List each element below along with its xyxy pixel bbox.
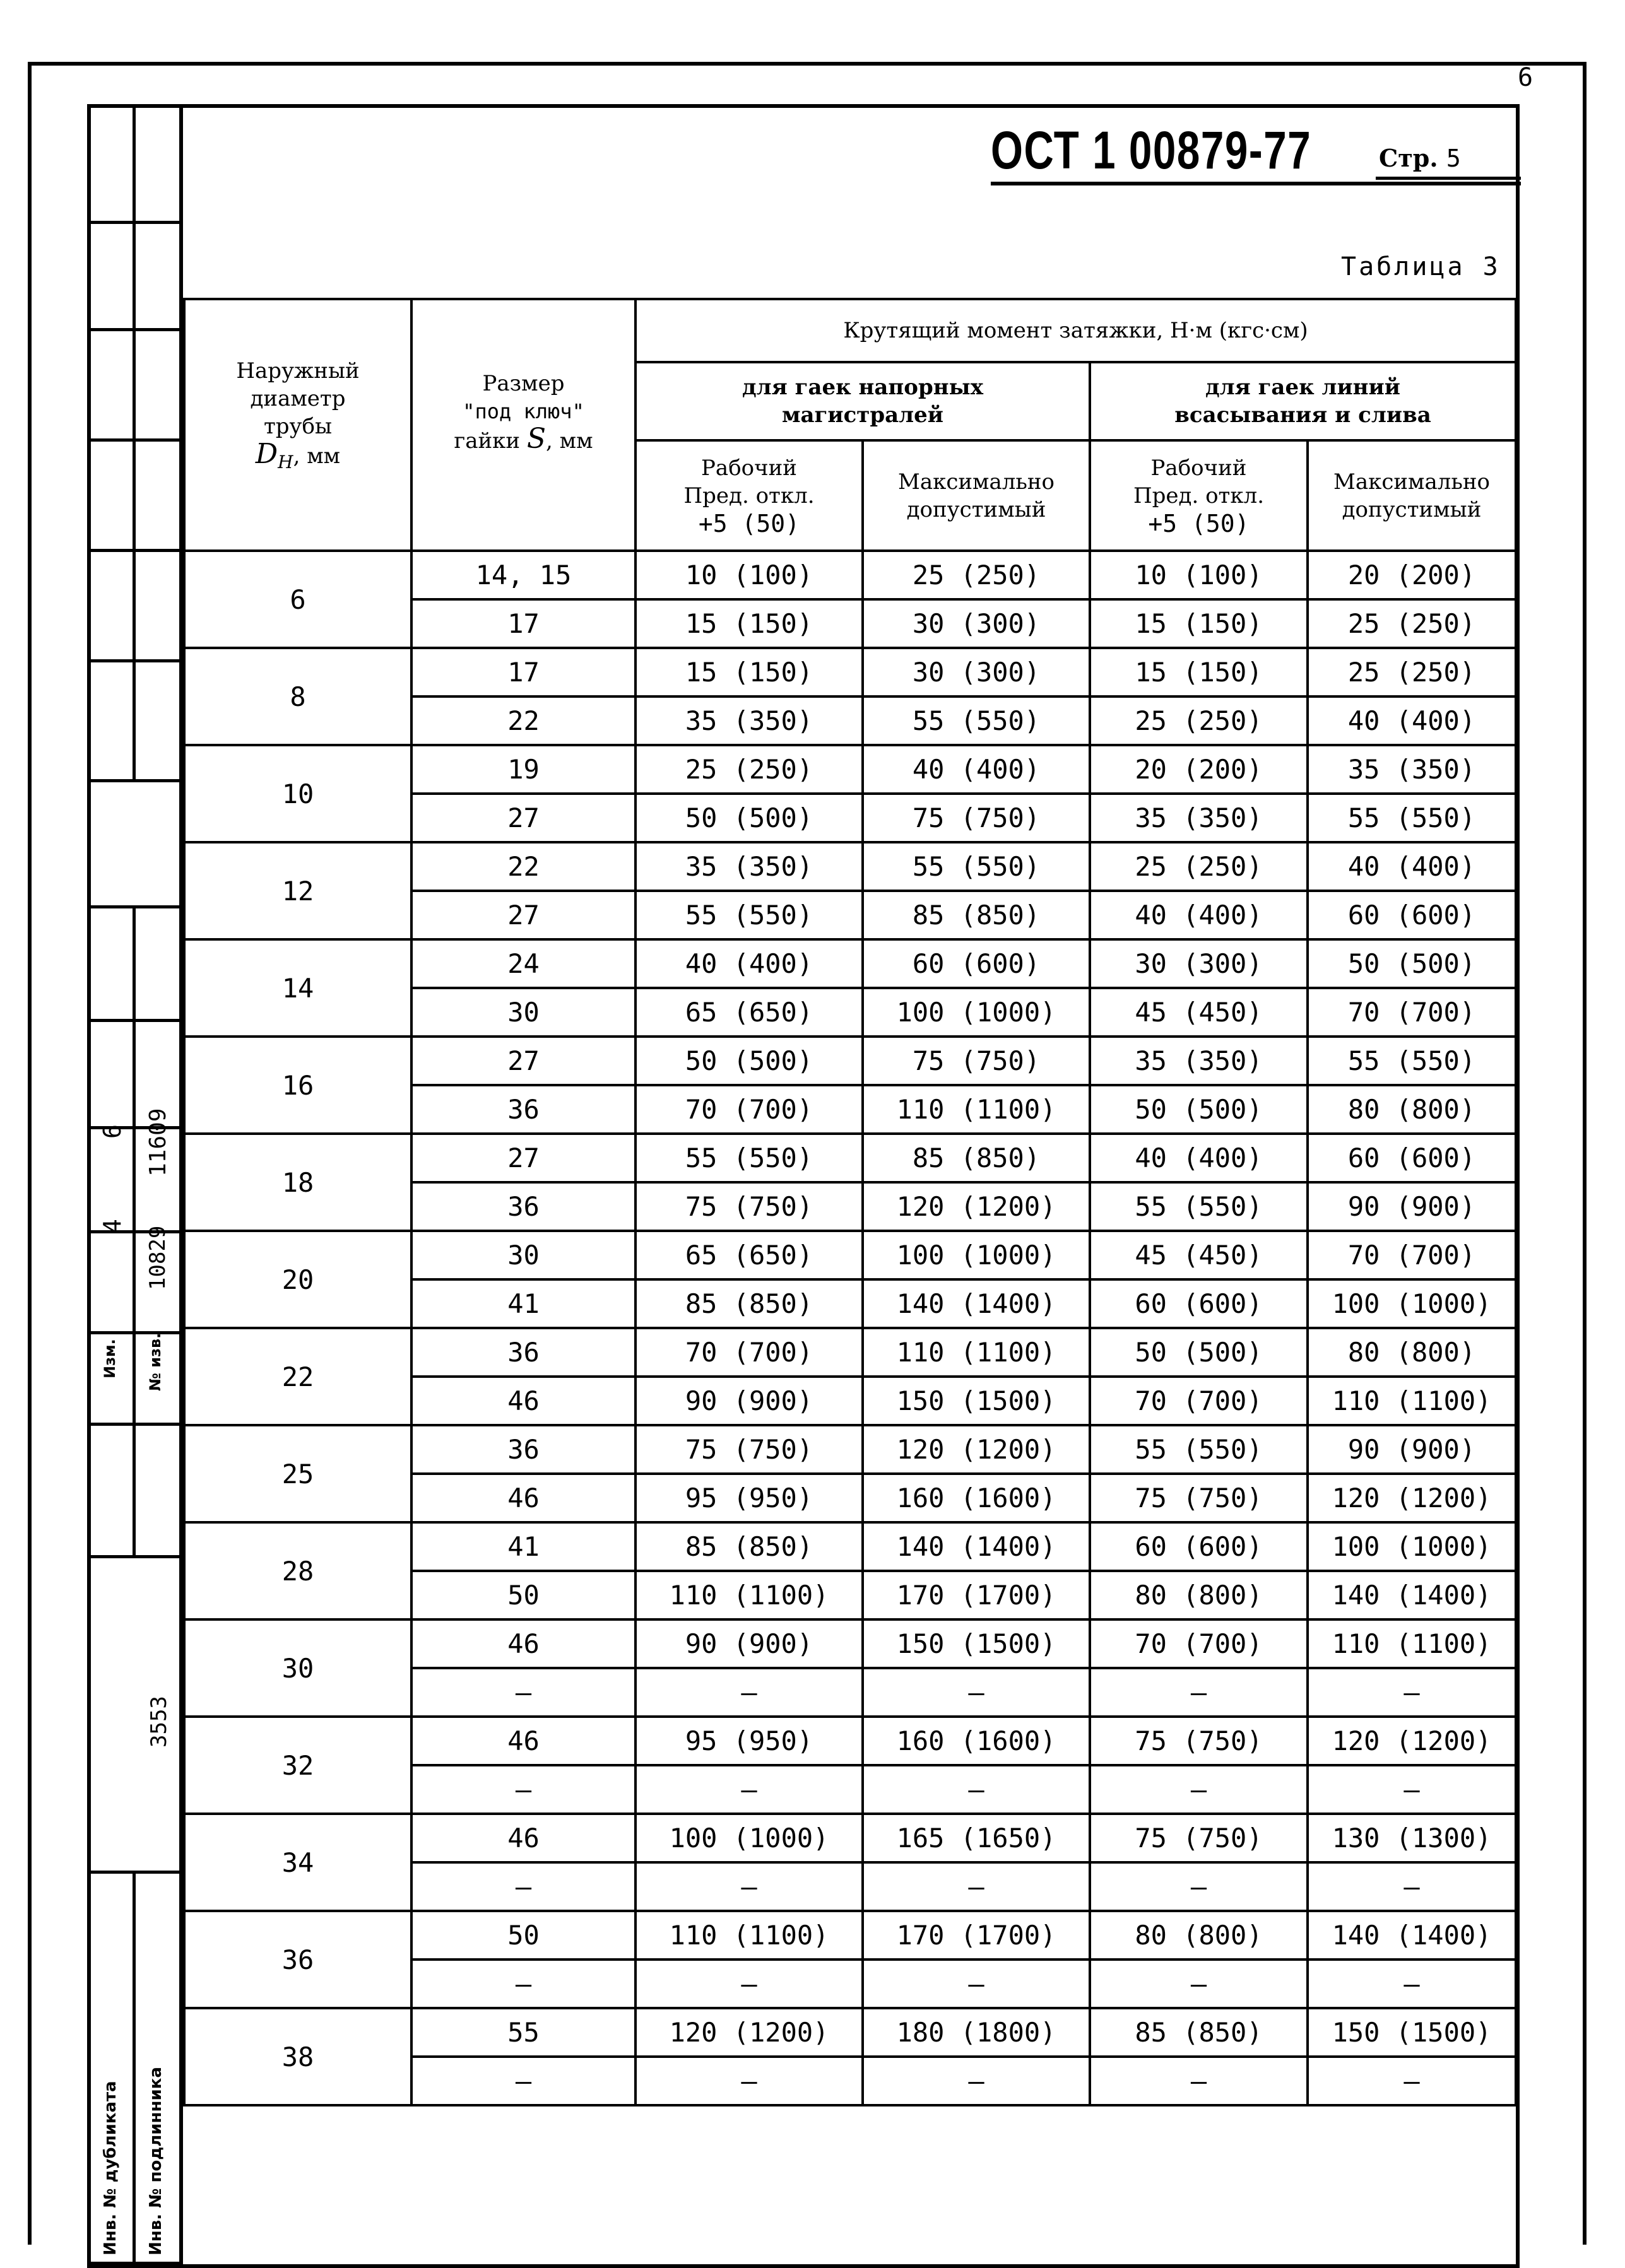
outer-diameter-cell: 34 [184,1814,411,1911]
s-max-cell: 55 (550) [1308,794,1516,842]
p-max-cell: 110 (1100) [863,1328,1090,1377]
s-work-cell: 40 (400) [1090,1134,1308,1182]
s-work-cell: 85 (850) [1090,2008,1308,2057]
s-max-cell: 90 (900) [1308,1425,1516,1474]
p-max-cell: 120 (1200) [863,1425,1090,1474]
s-cell: – [411,1960,635,2008]
outer-diameter-cell: 25 [184,1425,411,1522]
table-row [184,2008,1516,2057]
page-label [1379,144,1461,172]
s-work-cell: 25 (250) [1090,696,1308,745]
outer-diameter-cell: 16 [184,1037,411,1134]
s-max-cell: 130 (1300) [1308,1814,1516,1862]
s-work-cell: 60 (600) [1090,1279,1308,1328]
p-work-cell: 120 (1200) [635,2008,863,2057]
s-cell: 17 [411,648,635,696]
table-title: Таблица 3 [1341,252,1501,281]
s-max-cell: – [1308,1862,1516,1911]
s-cell: 41 [411,1522,635,1571]
p-max-cell: 55 (550) [863,842,1090,891]
s-cell: 41 [411,1279,635,1328]
s-work-cell: – [1090,1862,1308,1911]
p-work-cell: – [635,1960,863,2008]
p-max-cell: 170 (1700) [863,1571,1090,1619]
s-cell: 36 [411,1425,635,1474]
p-max-cell: 25 (250) [863,551,1090,599]
p-max-cell: 120 (1200) [863,1182,1090,1231]
outer-diameter-cell: 12 [184,842,411,939]
document-code: ОСТ 1 00879-77 [991,120,1312,180]
s-max-cell: 60 (600) [1308,1134,1516,1182]
s-work-cell: 15 (150) [1090,599,1308,648]
header-torque-group: Крутящий момент затяжки, Н·м (кгс·см) [635,299,1516,362]
s-max-cell: 140 (1400) [1308,1571,1516,1619]
p-max-cell: 30 (300) [863,599,1090,648]
p-max-cell: 30 (300) [863,648,1090,696]
s-work-cell: 25 (250) [1090,842,1308,891]
change-label: Изм. [101,1339,119,1378]
p-work-cell: 15 (150) [635,648,863,696]
p-max-cell: 140 (1400) [863,1279,1090,1328]
s-work-cell: 35 (350) [1090,794,1308,842]
p-work-cell: – [635,1862,863,1911]
p-work-cell: 100 (1000) [635,1814,863,1862]
s-max-cell: 140 (1400) [1308,1911,1516,1960]
table-row [184,551,1516,599]
s-max-cell: – [1308,1765,1516,1814]
p-max-cell: 100 (1000) [863,1231,1090,1279]
table-row [184,842,1516,891]
p-work-cell: 110 (1100) [635,1571,863,1619]
p-work-cell: 55 (550) [635,1134,863,1182]
p-max-cell: 140 (1400) [863,1522,1090,1571]
outer-diameter-cell: 28 [184,1522,411,1619]
s-max-cell: 100 (1000) [1308,1279,1516,1328]
p-work-cell: 55 (550) [635,891,863,939]
outer-diameter-cell: 10 [184,745,411,842]
table-row [184,1134,1516,1182]
p-max-cell: 75 (750) [863,1037,1090,1085]
s-cell: – [411,1668,635,1717]
s-max-cell: 55 (550) [1308,1037,1516,1085]
s-max-cell: 35 (350) [1308,745,1516,794]
outer-diameter-cell: 36 [184,1911,411,2008]
s-max-cell: 70 (700) [1308,1231,1516,1279]
s-max-cell: 20 (200) [1308,551,1516,599]
s-work-cell: 50 (500) [1090,1328,1308,1377]
table-blank-row [184,2105,1516,2200]
change-number-2: 4 [98,1219,126,1233]
table-row [184,1425,1516,1474]
s-cell: 19 [411,745,635,794]
p-max-cell: 160 (1600) [863,1717,1090,1765]
header-suction-working: Рабочий Пред. откл. +5 (50) [1090,440,1308,551]
s-cell: 36 [411,1182,635,1231]
s-cell: 30 [411,1231,635,1279]
outer-diameter-cell: 8 [184,648,411,745]
s-cell: – [411,2057,635,2105]
s-cell: 46 [411,1814,635,1862]
s-max-cell: 40 (400) [1308,842,1516,891]
s-max-cell: 80 (800) [1308,1085,1516,1134]
s-cell: 17 [411,599,635,648]
s-work-cell: 45 (450) [1090,988,1308,1037]
s-work-cell: 40 (400) [1090,891,1308,939]
s-work-cell: – [1090,1960,1308,2008]
s-max-cell: – [1308,2057,1516,2105]
s-work-cell: 80 (800) [1090,1911,1308,1960]
s-cell: 27 [411,1134,635,1182]
s-work-cell: – [1090,1668,1308,1717]
s-cell: 30 [411,988,635,1037]
s-cell: 36 [411,1328,635,1377]
p-max-cell: 160 (1600) [863,1474,1090,1522]
p-max-cell: – [863,1960,1090,2008]
s-max-cell: 110 (1100) [1308,1377,1516,1425]
p-work-cell: 65 (650) [635,1231,863,1279]
stamp-divider-bottom [133,1871,136,2268]
outer-diameter-cell: 30 [184,1619,411,1717]
outer-diameter-cell: 14 [184,939,411,1037]
table-row [184,939,1516,988]
table-row [184,648,1516,696]
p-max-cell: 170 (1700) [863,1911,1090,1960]
p-work-cell: 70 (700) [635,1085,863,1134]
s-work-cell: 60 (600) [1090,1522,1308,1571]
p-work-cell: 50 (500) [635,794,863,842]
p-max-cell: 40 (400) [863,745,1090,794]
p-max-cell: 85 (850) [863,1134,1090,1182]
header-pressure-working: Рабочий Пред. откл. +5 (50) [635,440,863,551]
header-outer-diameter: Наружный диаметр трубы $D_Н$, мм [184,299,411,551]
header-suction-max: Максимально допустимый [1308,440,1516,551]
s-max-cell: 40 (400) [1308,696,1516,745]
s-work-cell: 20 (200) [1090,745,1308,794]
header-wrench-size: Размер "под ключ" гайки S, мм [411,299,635,551]
outer-diameter-cell: 6 [184,551,411,648]
s-max-cell: 70 (700) [1308,988,1516,1037]
s-work-cell: 55 (550) [1090,1425,1308,1474]
s-work-cell: 45 (450) [1090,1231,1308,1279]
p-work-cell: – [635,2057,863,2105]
notice-number-1: 11609 [145,1108,171,1177]
p-work-cell: 15 (150) [635,599,863,648]
s-max-cell: 110 (1100) [1308,1619,1516,1668]
p-max-cell: – [863,1765,1090,1814]
table-row [184,1911,1516,1960]
table-row [184,1328,1516,1377]
s-work-cell: 70 (700) [1090,1619,1308,1668]
s-max-cell: 100 (1000) [1308,1522,1516,1571]
p-work-cell: 75 (750) [635,1425,863,1474]
s-cell: 27 [411,891,635,939]
header-underline [991,182,1521,185]
p-max-cell: 110 (1100) [863,1085,1090,1134]
s-max-cell: 120 (1200) [1308,1474,1516,1522]
p-work-cell: 10 (100) [635,551,863,599]
p-max-cell: – [863,1862,1090,1911]
original-inventory-label: Инв. № подлинника [146,2067,165,2255]
table-row [184,1037,1516,1085]
header-suction-nuts: для гаек линий всасывания и слива [1090,362,1516,440]
s-max-cell: 25 (250) [1308,599,1516,648]
s-work-cell: 75 (750) [1090,1474,1308,1522]
page-value: 5 [1446,144,1461,172]
p-max-cell: 165 (1650) [863,1814,1090,1862]
s-max-cell: 60 (600) [1308,891,1516,939]
table-row [184,1231,1516,1279]
s-max-cell: – [1308,1960,1516,2008]
p-work-cell: 25 (250) [635,745,863,794]
outer-diameter-cell: 20 [184,1231,411,1328]
p-max-cell: 180 (1800) [863,2008,1090,2057]
s-max-cell: 25 (250) [1308,648,1516,696]
p-max-cell: 150 (1500) [863,1377,1090,1425]
s-work-cell: – [1090,1765,1308,1814]
s-cell: – [411,1765,635,1814]
page-prefix: Стр. [1379,144,1438,172]
sheet-number: 6 [1518,63,1533,92]
outer-diameter-cell: 18 [184,1134,411,1231]
s-max-cell: 120 (1200) [1308,1717,1516,1765]
s-work-cell: 80 (800) [1090,1571,1308,1619]
p-work-cell: 90 (900) [635,1377,863,1425]
s-cell: 22 [411,696,635,745]
s-cell: 24 [411,939,635,988]
duplicate-number: 3553 [146,1696,172,1748]
outer-diameter-cell: 22 [184,1328,411,1425]
header-pressure-nuts: для гаек напорных магистралей [635,362,1090,440]
outer-diameter-cell: 32 [184,1717,411,1814]
table-row [184,1814,1516,1862]
s-max-cell: 90 (900) [1308,1182,1516,1231]
p-work-cell: 65 (650) [635,988,863,1037]
p-work-cell: 95 (950) [635,1717,863,1765]
s-cell: 50 [411,1911,635,1960]
s-cell: – [411,1862,635,1911]
s-work-cell: 50 (500) [1090,1085,1308,1134]
table-row [184,1619,1516,1668]
p-work-cell: – [635,1765,863,1814]
s-cell: 46 [411,1377,635,1425]
s-work-cell: – [1090,2057,1308,2105]
outer-diameter-cell: 38 [184,2008,411,2105]
p-work-cell: 40 (400) [635,939,863,988]
s-cell: 14, 15 [411,551,635,599]
s-work-cell: 75 (750) [1090,1717,1308,1765]
s-cell: 46 [411,1474,635,1522]
stamp-column [87,104,182,2268]
s-max-cell: 80 (800) [1308,1328,1516,1377]
s-cell: 50 [411,1571,635,1619]
p-work-cell: 70 (700) [635,1328,863,1377]
s-max-cell: – [1308,1668,1516,1717]
notice-label: № изв. [146,1332,164,1391]
table-row [184,1522,1516,1571]
page-underline [1376,177,1521,180]
p-max-cell: 60 (600) [863,939,1090,988]
notice-number-2: 10829 [145,1225,170,1290]
symbol-d: D [255,438,278,470]
s-cell: 46 [411,1619,635,1668]
table-row [184,745,1516,794]
table-body [184,551,1516,2200]
p-work-cell: 110 (1100) [635,1911,863,1960]
s-cell: 55 [411,2008,635,2057]
change-number-1: 6 [98,1124,126,1139]
s-work-cell: 55 (550) [1090,1182,1308,1231]
stamp-divider-top [133,104,136,779]
p-work-cell: – [635,1668,863,1717]
header-pressure-max: Максимально допустимый [863,440,1090,551]
p-work-cell: 90 (900) [635,1619,863,1668]
s-work-cell: 30 (300) [1090,939,1308,988]
p-work-cell: 50 (500) [635,1037,863,1085]
s-max-cell: 150 (1500) [1308,2008,1516,2057]
s-work-cell: 70 (700) [1090,1377,1308,1425]
p-max-cell: 55 (550) [863,696,1090,745]
p-max-cell: 100 (1000) [863,988,1090,1037]
s-max-cell: 50 (500) [1308,939,1516,988]
p-max-cell: 150 (1500) [863,1619,1090,1668]
p-max-cell: 75 (750) [863,794,1090,842]
s-cell: 27 [411,794,635,842]
p-work-cell: 75 (750) [635,1182,863,1231]
duplicate-inventory-label: Инв. № дубликата [101,2081,120,2255]
p-max-cell: – [863,1668,1090,1717]
s-cell: 46 [411,1717,635,1765]
torque-table [183,298,1517,2200]
s-cell: 36 [411,1085,635,1134]
p-max-cell: 85 (850) [863,891,1090,939]
p-work-cell: 35 (350) [635,842,863,891]
p-work-cell: 85 (850) [635,1279,863,1328]
s-work-cell: 10 (100) [1090,551,1308,599]
p-work-cell: 85 (850) [635,1522,863,1571]
p-max-cell: – [863,2057,1090,2105]
table-row [184,1717,1516,1765]
s-work-cell: 15 (150) [1090,648,1308,696]
s-work-cell: 75 (750) [1090,1814,1308,1862]
s-cell: 27 [411,1037,635,1085]
s-cell: 22 [411,842,635,891]
p-work-cell: 35 (350) [635,696,863,745]
p-work-cell: 95 (950) [635,1474,863,1522]
s-work-cell: 35 (350) [1090,1037,1308,1085]
